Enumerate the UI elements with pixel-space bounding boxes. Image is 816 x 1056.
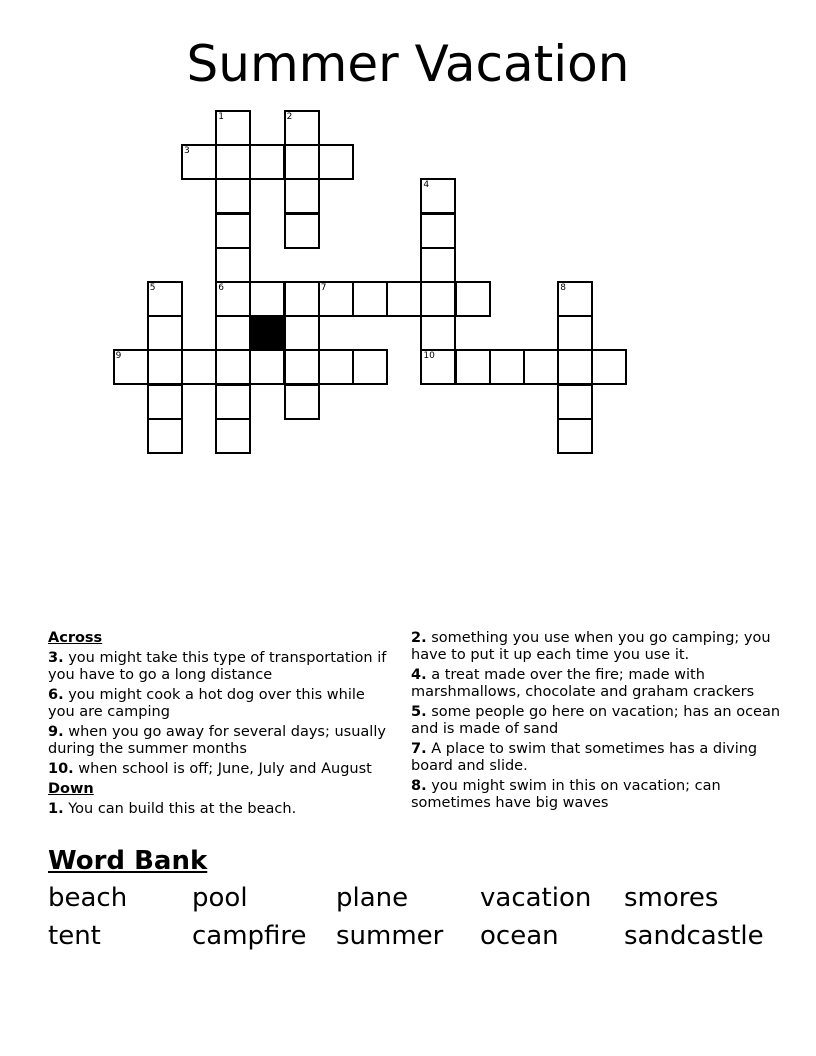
clue-number-label: 6. — [48, 687, 64, 703]
clue-item — [411, 778, 781, 812]
grid-cell[interactable] — [318, 281, 354, 317]
grid-cell[interactable] — [215, 144, 251, 180]
word-bank-word: plane — [336, 883, 409, 913]
clue-text: A place to swim that sometimes has a diving board and slide. — [411, 741, 758, 774]
clue-number-label: 8. — [411, 778, 427, 794]
grid-cell[interactable] — [284, 315, 320, 351]
clue-text: something you use when you go camping; you have to put it up each time you use it. — [411, 630, 771, 663]
across-heading: Across — [48, 630, 103, 646]
clue-text: when you go away for several days; usually during the summer months — [48, 724, 386, 757]
clue-number-label: 2. — [411, 630, 427, 646]
grid-cell[interactable] — [591, 349, 627, 385]
clue-number-label: 3. — [48, 650, 64, 666]
clue-number: 7 — [320, 283, 327, 293]
grid-cell[interactable] — [420, 213, 456, 249]
down-clue-list — [48, 801, 393, 818]
clue-number: 8 — [560, 283, 566, 293]
grid-cell[interactable] — [318, 349, 354, 385]
grid-cell[interactable] — [215, 178, 251, 214]
clue-number: 6 — [218, 283, 224, 293]
word-bank-word: smores — [624, 883, 719, 913]
grid-cell[interactable] — [147, 281, 183, 317]
grid-cell[interactable] — [420, 281, 456, 317]
grid-cell[interactable] — [284, 110, 320, 146]
grid-cell[interactable] — [215, 384, 251, 420]
clue-number: 4 — [423, 180, 430, 191]
grid-cell[interactable] — [284, 144, 320, 180]
word-bank-title: Word Bank — [48, 846, 208, 876]
grid-cell[interactable] — [249, 349, 285, 385]
grid-cell[interactable] — [420, 247, 456, 283]
grid-cell[interactable] — [386, 281, 422, 317]
clue-number: 3 — [184, 146, 190, 157]
clue-item — [48, 801, 393, 818]
grid-cell[interactable] — [420, 349, 456, 385]
grid-cell[interactable] — [284, 281, 320, 317]
clue-number-label: 9. — [48, 724, 64, 740]
clue-number-label: 10. — [48, 761, 74, 777]
grid-cell[interactable] — [181, 349, 217, 385]
word-bank-word: tent — [48, 921, 101, 951]
word-bank-word: beach — [48, 883, 128, 913]
clue-item — [48, 650, 393, 684]
grid-cell[interactable] — [147, 418, 183, 454]
clues-right-column — [411, 630, 781, 815]
clue-text: you might swim in this on vacation; can sometimes have big waves — [411, 778, 721, 811]
puzzle-title: Summer Vacation — [186, 35, 630, 93]
clue-item — [411, 667, 781, 701]
grid-cell[interactable] — [284, 178, 320, 214]
clue-item — [48, 761, 393, 778]
clue-text: some people go here on vacation; has an ocean and is made of sand — [411, 704, 781, 737]
grid-cell[interactable] — [557, 349, 593, 385]
grid-cell[interactable] — [181, 144, 217, 180]
clue-item — [411, 741, 781, 775]
grid-cell[interactable] — [215, 281, 251, 317]
grid-cell[interactable] — [420, 178, 456, 214]
clue-text: a treat made over the fire; made with marshmallows, chocolate and graham crackers — [411, 667, 755, 700]
crossword-grid — [0, 0, 816, 460]
grid-cell[interactable] — [489, 349, 525, 385]
grid-cell[interactable] — [557, 315, 593, 351]
grid-cell[interactable] — [215, 418, 251, 454]
down-heading: Down — [48, 781, 94, 797]
clue-item — [48, 687, 393, 721]
grid-cell[interactable] — [215, 110, 251, 146]
grid-cell[interactable] — [557, 384, 593, 420]
clue-item — [411, 704, 781, 738]
clue-number-label: 4. — [411, 667, 427, 683]
clues-left-column — [48, 630, 393, 821]
grid-cell[interactable] — [215, 247, 251, 283]
down-clue-list-continued — [411, 630, 781, 812]
clue-number-label: 7. — [411, 741, 427, 757]
grid-cell[interactable] — [420, 315, 456, 351]
grid-cell[interactable] — [352, 349, 388, 385]
grid-cell[interactable] — [284, 213, 320, 249]
clue-text: when school is off; June, July and August — [73, 761, 372, 777]
word-bank-word: pool — [192, 883, 248, 913]
grid-cell[interactable] — [147, 315, 183, 351]
grid-cell[interactable] — [557, 281, 593, 317]
grid-cell[interactable] — [455, 349, 491, 385]
grid-cell[interactable] — [318, 144, 354, 180]
word-bank-word: vacation — [480, 883, 592, 913]
clue-number: 9 — [115, 351, 122, 362]
grid-cell[interactable] — [557, 418, 593, 454]
grid-cell[interactable] — [284, 384, 320, 420]
grid-cell[interactable] — [284, 349, 320, 385]
clue-item — [411, 630, 781, 664]
grid-cell[interactable] — [113, 349, 149, 385]
grid-cell[interactable] — [523, 349, 559, 385]
grid-cell[interactable] — [352, 281, 388, 317]
grid-cell[interactable] — [147, 349, 183, 385]
grid-cell[interactable] — [455, 281, 491, 317]
word-bank-word: ocean — [480, 921, 559, 951]
word-bank-word: campfire — [192, 921, 307, 951]
clue-number-label: 1. — [48, 801, 64, 817]
grid-cell[interactable] — [215, 315, 251, 351]
word-bank-word: sandcastle — [624, 921, 764, 951]
clue-number: 2 — [286, 112, 293, 122]
clue-text: You can build this at the beach. — [63, 801, 297, 817]
across-clue-list — [48, 650, 393, 778]
clue-text: you might take this type of transportation if you have to go a long distance — [48, 650, 387, 683]
clue-number: 10 — [423, 351, 435, 362]
black-square — [249, 315, 285, 351]
grid-cell[interactable] — [215, 349, 251, 385]
clue-number: 1 — [218, 112, 224, 122]
grid-cell[interactable] — [249, 144, 285, 180]
grid-cell[interactable] — [215, 213, 251, 249]
clue-item — [48, 724, 393, 758]
clue-number: 5 — [149, 283, 156, 293]
word-bank-word: summer — [336, 921, 444, 951]
clue-number-label: 5. — [411, 704, 427, 720]
grid-cell[interactable] — [249, 281, 285, 317]
clue-text: you might cook a hot dog over this while you are camping — [48, 687, 365, 720]
grid-cell[interactable] — [147, 384, 183, 420]
